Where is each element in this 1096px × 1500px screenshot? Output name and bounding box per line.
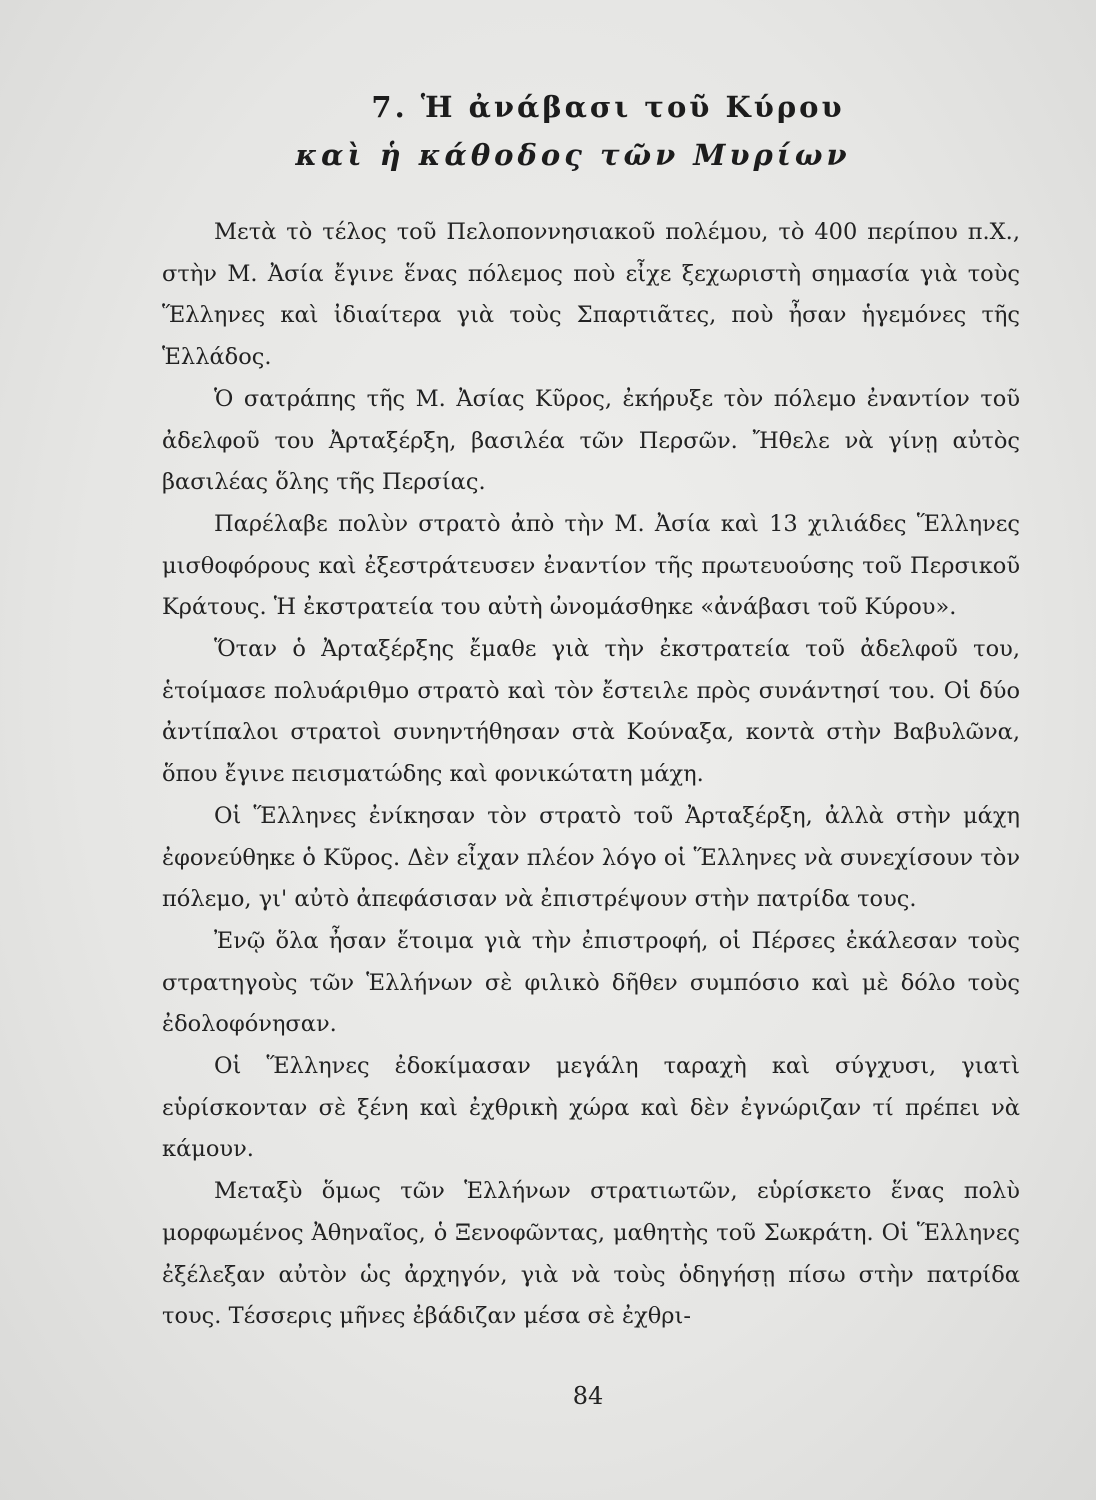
paragraph-2: Ὁ σατράπης τῆς Μ. Ἀσίας Κῦρος, ἐκήρυξε τὸν πόλεμο ἐναντίον τοῦ ἀδελφοῦ του Ἀρταξέρξη, βασιλέα τῶν Περσῶν. Ἤθελε νὰ γίνῃ αὐτὸς βασιλέας ὅλης τῆς Περσίας.: [162, 385, 1020, 496]
paragraph-4: Ὅταν ὁ Ἀρταξέρξης ἔμαθε γιὰ τὴν ἐκστρατεία τοῦ ἀδελφοῦ του, ἑτοίμασε πολυάριθμο στρατὸ καὶ τὸν ἔστειλε πρὸς συνάντησί του. Οἱ δύο ἀντίπαλοι στρατοὶ συνηντήθησαν στὰ Κούναξα, κοντὰ στὴν Βαβυλῶνα, ὅπου ἔγινε πεισματώδης καὶ φονικώτατη μάχη.: [162, 636, 1020, 788]
page-number: 84: [572, 1382, 604, 1410]
body-text: [162, 212, 1020, 1338]
chapter-title: 7. Ἡ ἀνάβασι τοῦ Κύρου: [371, 90, 845, 124]
paragraph-5: Οἱ Ἕλληνες ἐνίκησαν τὸν στρατὸ τοῦ Ἀρταξέρξη, ἀλλὰ στὴν μάχη ἐφονεύθηκε ὁ Κῦρος. Δὲν εἶχαν πλέον λόγο οἱ Ἕλληνες νὰ συνεχίσουν τὸν πόλεμο, γι' αὐτὸ ἀπεφάσισαν νὰ ἐπιστρέψουν στὴν πατρίδα τους.: [162, 802, 1020, 913]
paragraph-3: Παρέλαβε πολὺν στρατὸ ἀπὸ τὴν Μ. Ἀσία καὶ 13 χιλιάδες Ἕλληνες μισθοφόρους καὶ ἐξεστράτευσεν ἐναντίον τῆς πρωτευούσης τοῦ Περσικοῦ Κράτους. Ἡ ἐκστρατεία του αὐτὴ ὠνομάσθηκε «ἀνάβασι τοῦ Κύρου».: [162, 510, 1020, 621]
paragraph-6: Ἐνῷ ὅλα ἦσαν ἕτοιμα γιὰ τὴν ἐπιστροφή, οἱ Πέρσες ἐκάλεσαν τοὺς στρατηγοὺς τῶν Ἑλλήνων σὲ φιλικὸ δῆθεν συμπόσιο καὶ μὲ δόλο τοὺς ἐδολοφόνησαν.: [162, 927, 1020, 1038]
paragraph-1: Μετὰ τὸ τέλος τοῦ Πελοποννησιακοῦ πολέμου, τὸ 400 περίπου π.Χ., στὴν Μ. Ἀσία ἔγινε ἕνας πόλεμος ποὺ εἶχε ξεχωριστὴ σημασία γιὰ τοὺς Ἕλληνες καὶ ἰδιαίτερα γιὰ τοὺς Σπαρτιᾶτες, ποὺ ἦσαν ἡγεμόνες τῆς Ἑλλάδος.: [162, 219, 1020, 371]
chapter-subtitle: καὶ ἡ κάθοδος τῶν Μυρίων: [295, 138, 851, 172]
paragraph-8: Μεταξὺ ὅμως τῶν Ἑλλήνων στρατιωτῶν, εὑρίσκετο ἕνας πολὺ μορφωμένος Ἀθηναῖος, ὁ Ξενοφῶντας, μαθητὴς τοῦ Σωκράτη. Οἱ Ἕλληνες ἐξέλεξαν αὐτὸν ὡς ἀρχηγόν, γιὰ νὰ τοὺς ὁδηγήσῃ πίσω στὴν πατρίδα τους. Τέσσερις μῆνες ἐβάδιζαν μέσα σὲ ἐχθρι-: [162, 1178, 1020, 1330]
paragraph-7: Οἱ Ἕλληνες ἐδοκίμασαν μεγάλη ταραχὴ καὶ σύγχυσι, γιατὶ εὑρίσκονταν σὲ ξένη καὶ ἐχθρικὴ χώρα καὶ δὲν ἐγνώριζαν τί πρέπει νὰ κάμουν.: [162, 1053, 1020, 1163]
